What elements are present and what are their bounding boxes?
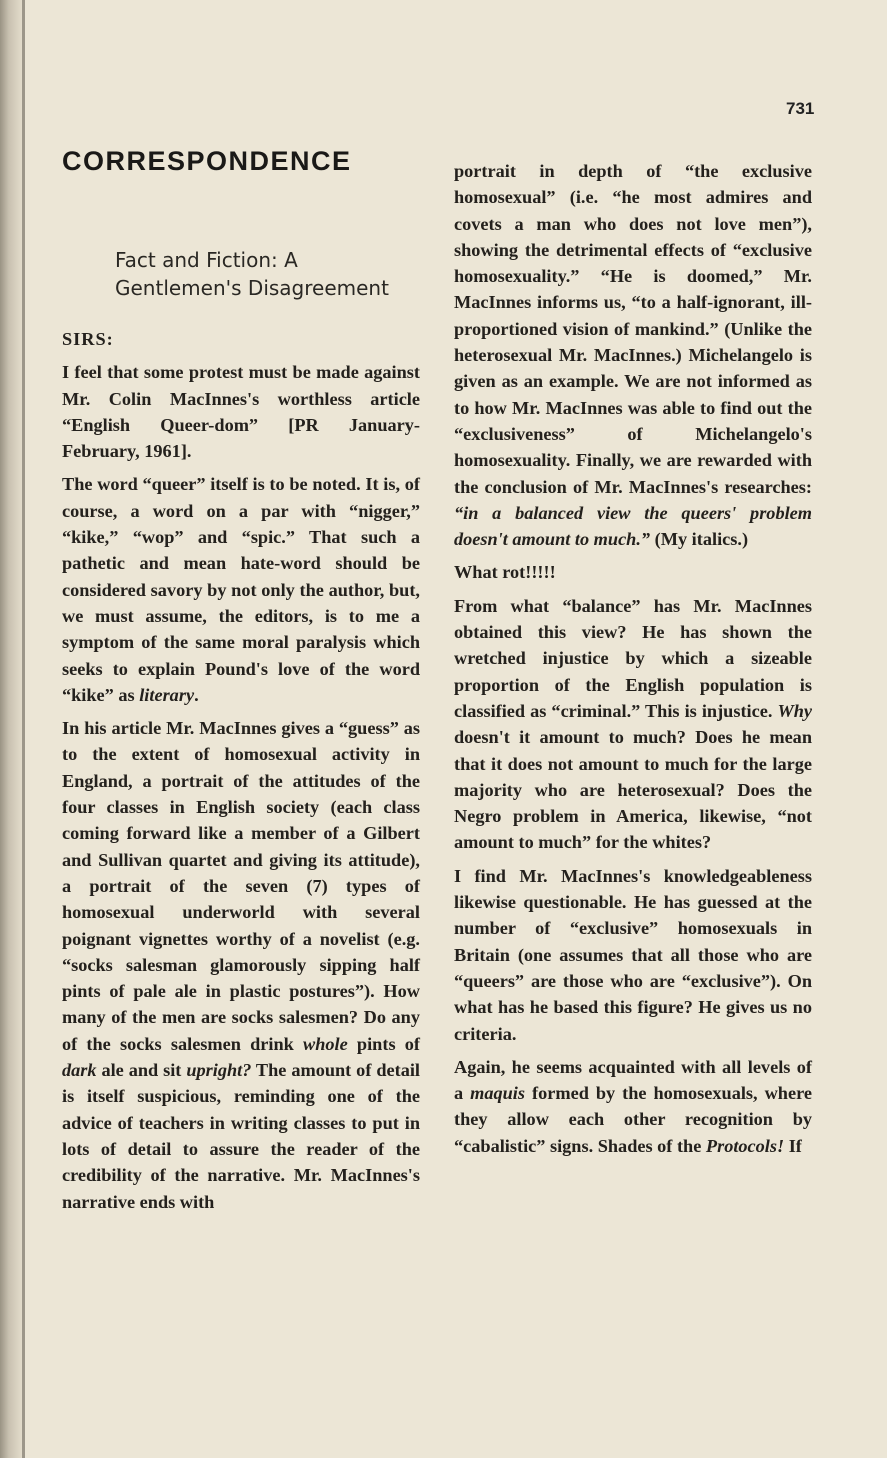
paragraph-7-text-a: Again, he seems acquainted with all levels of a [454, 1056, 812, 1104]
paragraph-3-text-b: pints of [347, 1033, 420, 1054]
paragraph-3-text-e: (My italics.) [650, 529, 749, 550]
letter-title-line-1: Fact and Fiction: A [115, 248, 298, 272]
page-number: 731 [786, 99, 815, 118]
paragraph-5 [454, 593, 812, 856]
paragraph-7 [454, 1054, 812, 1159]
paragraph-2-end: . [194, 684, 199, 705]
paragraph-1-text: I feel that some protest must be made against Mr. Colin MacInnes's worthless article “English Queer-dom” [PR January-February, 1961]. [62, 362, 420, 462]
section-heading: CORRESPONDENCE [62, 146, 352, 176]
paragraph-7-italic-1: maquis [470, 1083, 526, 1104]
left-column [62, 326, 420, 1215]
paragraph-5-text-b: doesn't it amount to much? Does he mean that it does not amount to much for the large majority who are heterosexual? Does the Negro problem in America, likewise, “not amount to much” for the whites? [454, 727, 812, 853]
paragraph-2-text: The word “queer” itself is to be noted. It is, of course, a word on a par with “nigger,” “kike,” “wop” and “spic.” That such a pathetic and mean hate-word should be considered savory by not only the author, but, we must assume, the editors, is to me a symptom of the same moral paralysis which seeks to explain Pound's love of the word “kike” as [62, 474, 420, 705]
paragraph-3-text-c: ale and sit [96, 1060, 187, 1081]
paragraph-3-text-d: The amount of detail is itself suspicious, reminding one of the advice of teachers in writing classes to put in lots of detail to assure the reader of the credibility of the narrative. Mr. MacInnes's narrative ends with [62, 1060, 420, 1212]
paragraph-3-italic-3: upright? [186, 1060, 252, 1081]
paragraph-3 [62, 715, 420, 1215]
paragraph-3-text-a: In his article Mr. MacInnes gives a “guess” as to the extent of homosexual activity in England, a portrait of the attitudes of the four classes in English society (each class coming forward like a member of a Gilbert and Sullivan quartet and giving its attitude), a portrait of the seven (7) types of homosexual underworld with several poignant vignettes worthy of a novelist (e.g. “socks salesman glamorously sipping half pints of pale ale in plastic postures”). How many of the men are socks salesmen? Do any of the socks salesmen drink [62, 718, 420, 1054]
paragraph-6: I find Mr. MacInnes's knowledgeableness likewise questionable. He has guessed at the number of “exclusive” homosexuals in Britain (one assumes that all those who are “queers” are those who are “exclusive”). On what has he based this figure? He gives us no criteria. [454, 865, 812, 1044]
paragraph-3-italic-4: “in a balanced view the queers' problem doesn't amount to much.” [454, 502, 812, 550]
paragraph-7-text-b: formed by the homosexuals, where they allow each other recognition by “cabalistic” signs. Shades of the [454, 1083, 812, 1156]
paragraph-7-italic-2: Protocols! [705, 1135, 785, 1156]
letter-title [115, 246, 435, 302]
paragraph-5-text-a: From what “balance” has Mr. MacInnes obtained this view? He has shown the wretched injustice by which a sizeable proportion of the English population is classified as “criminal.” This is injustice. [454, 595, 812, 721]
paragraph-5-italic: Why [777, 700, 812, 721]
paragraph-3-italic-2: dark [62, 1060, 97, 1081]
paragraph-3-continued [454, 158, 812, 552]
paragraph-4: What rot!!!!! [454, 562, 556, 583]
binding-shadow [22, 0, 25, 1458]
paragraph-1 [62, 359, 420, 464]
paragraph-2 [62, 471, 420, 708]
paragraph-2-italic: literary [139, 684, 195, 705]
letter-title-line-2: Gentlemen's Disagreement [115, 276, 389, 300]
paragraph-3-italic-1: whole [303, 1033, 348, 1054]
paragraph-3-text-d-continued: portrait in depth of “the exclusive homosexual” (i.e. “he most admires and covets a man who does not love men”), showing the detrimental effects of “exclusive homosexuality.” “He is doomed,” Mr. MacInnes informs us, “to a half-ignorant, ill-proportioned vision of mankind.” (Unlike the heterosexual Mr. MacInnes.) Michelangelo is given as an example. We are not informed as to how Mr. MacInnes was able to find out the “exclusiveness” of Michelangelo's homosexuality. Finally, we are rewarded with the conclusion of Mr. MacInnes's researches: [454, 161, 812, 497]
paragraph-7-text-c: If [784, 1135, 802, 1156]
right-column [454, 158, 812, 1159]
book-gutter [0, 0, 22, 1458]
salutation: SIRS: [62, 329, 114, 349]
